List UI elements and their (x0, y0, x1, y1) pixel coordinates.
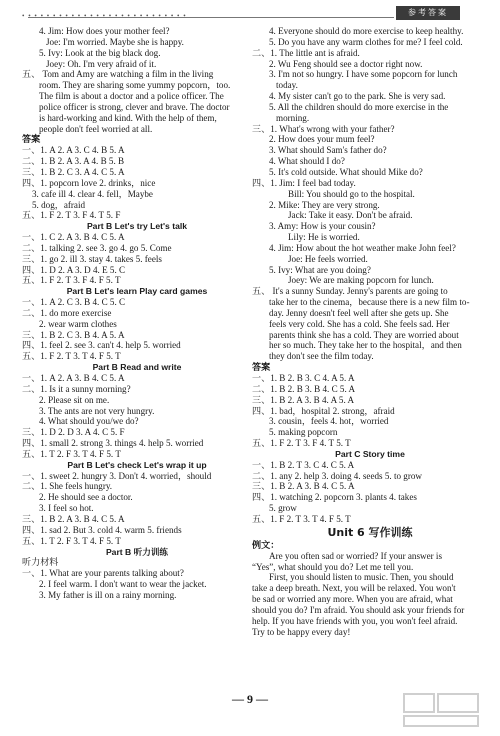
right-line: 4. Everyone should do more exercise to keep healthy. (269, 26, 464, 36)
right-line: 二、1. B 2. B 3. B 4. C 5. A (252, 383, 356, 394)
left-line: 三、1. B 2. A 3. B 4. C 5. A (22, 513, 125, 524)
right-line: today. (276, 80, 298, 91)
left-line: Joe: I'm worried. Maybe she is happy. (46, 36, 184, 47)
right-line: 4. What should I do? (269, 156, 345, 167)
left-line: 三、1. go 2. ill 3. stay 4. takes 5. feels (22, 253, 162, 264)
left-line: 四、1. small 2. strong 3. things 4. help 5. worried (22, 438, 204, 449)
left-line: 3. cafe ill 4. clear 4. fell，Maybe (32, 188, 153, 199)
right-line: take a deep breath. Next, you will be relaxed. You won't (252, 583, 456, 594)
right-line: 三、1. B 2. A 3. B 4. A 5. A (252, 394, 355, 405)
left-line: people don't feel worried at all. (39, 123, 153, 134)
left-line: Part B Let's check Let's wrap it up (67, 459, 207, 470)
right-line: feels very cold. She has a cold. She feels sad. Her (269, 318, 450, 329)
header-tag: 参考答案 (396, 6, 460, 20)
left-line: police officer is strong, clever and brave. The doctor (39, 101, 230, 112)
right-line: 5. Ivy: What are you doing? (269, 264, 371, 275)
left-line: 五、 Tom and Amy are watching a film in the living (22, 69, 214, 80)
right-line: they don't see the film today. (269, 351, 374, 362)
right-line: Are you often sad or worried? If your answer is (269, 550, 442, 561)
left-line: Part B Let's try Let's talk (86, 221, 188, 232)
right-line: 三、1. B 2. A 3. B 4. C 5. A (252, 481, 355, 492)
left-line: 三、1. D 2. D 3. A 4. C 5. F (22, 427, 125, 438)
right-line: 一、1. B 2. B 3. C 4. A 5. A (252, 373, 355, 383)
left-line: 三、1. B 2. C 3. A 4. C 5. A (22, 166, 125, 177)
right-line: 五、1. F 2. T 3. F 4. T 5. T (252, 438, 351, 449)
right-line: should you do? I'm afraid. You should ask your friends for (252, 604, 465, 615)
right-line: 二、1. any 2. help 3. doing 4. seeds 5. to grow (252, 470, 422, 481)
left-line: 听力材料 (22, 557, 59, 568)
right-line: 四、1. watching 2. popcorn 3. plants 4. takes (252, 492, 417, 503)
left-line: 3. The ants are not very hungry. (39, 405, 155, 416)
left-line: 5. dog，afraid (32, 199, 86, 210)
left-line: 一、1. sweet 2. hungry 3. Don't 4. worried，should (22, 470, 212, 481)
right-line: parents think she has a cold. They are worried about (269, 329, 459, 340)
right-line: help. If you have friends with you, you won't feel afraid. (252, 615, 458, 626)
right-line: 五、1. F 2. T 3. T 4. F 5. T (252, 513, 351, 524)
right-line: Unit 6 写作训练 (327, 525, 413, 539)
right-line: 5. making popcorn (269, 427, 338, 438)
right-column (252, 26, 488, 637)
right-line: 3. cousin，feels 4. hot，worried (269, 416, 389, 427)
right-line: 四、1. Jim: I feel bad today. (252, 177, 356, 188)
header-dots: • • • • • • • • • • • • • • • • • • • • • • • • • • • (22, 12, 187, 20)
left-line: 一、1. A 2. A 3. B 4. C 5. A (22, 373, 125, 383)
left-line: room. They are sharing some yummy popcorn，too. (39, 80, 231, 91)
left-line: 二、1. She feels hungry. (22, 481, 113, 492)
right-line: 3. I'm not so hungry. I have some popcorn for lunch (269, 69, 458, 80)
right-line: First, you should listen to music. Then, you should (269, 572, 454, 583)
left-line: 二、1. talking 2. see 3. go 4. go 5. Come (22, 242, 172, 253)
left-line: 3. My father is ill on a rainy morning. (39, 589, 177, 600)
right-line: 3. What should Sam's father do? (269, 145, 387, 156)
right-line: 5. It's cold outside. What should Mike do? (269, 166, 423, 177)
left-line: 一、1. What are your parents talking about? (22, 568, 184, 579)
left-line: The film is about a doctor and a police officer. The (39, 91, 224, 102)
left-line: 五、1. F 2. T 3. T 4. F 5. T (22, 351, 121, 362)
right-line: Part C Story time (335, 448, 405, 459)
right-line: 2. Mike: They are very strong. (269, 199, 380, 210)
right-line: take her to the cinema，because there is a new film to- (269, 297, 470, 308)
left-line: 2. wear warm clothes (39, 318, 117, 329)
watermark-logo (402, 690, 482, 730)
left-line: is hard-working and kind. With the help of them, (39, 112, 217, 123)
left-line: Part B Let's learn Play card games (66, 286, 208, 297)
right-line: morning. (276, 112, 310, 123)
left-line: 一、1. C 2. A 3. B 4. C 5. A (22, 232, 125, 243)
left-line: 二、1. Is it a sunny morning? (22, 383, 131, 394)
left-line: 2. He should see a doctor. (39, 492, 133, 503)
right-line: her so much. They take her to the hospital，and then (269, 340, 462, 351)
right-line: Joe: He feels worried. (288, 253, 368, 264)
right-line: 五、 It's a sunny Sunday. Jenny's parents are going to (252, 286, 448, 297)
left-line: 2. Please sit on me. (39, 394, 110, 405)
right-line: 5. All the children should do more exercise in the (269, 101, 449, 112)
right-line: 5. grow (269, 503, 297, 514)
left-line: 四、1. feel 2. see 3. can't 4. help 5. worried (22, 340, 181, 351)
left-line: Joey: Oh. I'm very afraid of it. (46, 58, 157, 69)
right-line: 4. Jim: How about the hot weather make John feel? (269, 242, 456, 253)
right-line: 3. Amy: How is your cousin? (269, 221, 376, 232)
left-line: 五、1. F 2. T 3. F 4. T 5. F (22, 210, 121, 221)
right-line: Lily: He is worried. (288, 232, 360, 243)
left-line: 二、1. do more exercise (22, 307, 112, 318)
right-line: 5. Do you have any warm clothes for me? I feel cold. (269, 36, 463, 47)
right-line: day. Jenny doesn't feel well after she gets up. She (269, 307, 449, 318)
left-column (22, 26, 252, 601)
right-line: 答案 (252, 362, 271, 373)
left-line: 4. Jim: How does your mother feel? (39, 26, 170, 36)
left-line: Part B 听力训练 (105, 546, 169, 557)
right-line: 例文： (252, 539, 280, 550)
left-line: 四、1. sad 2. But 3. cold 4. warm 5. friends (22, 524, 182, 535)
right-line: 4. My sister can't go to the park. She is very sad. (269, 91, 446, 102)
right-line: Jack: Take it easy. Don't be afraid. (288, 210, 413, 221)
left-line: 五、1. T 2. F 3. T 4. F 5. T (22, 448, 121, 459)
right-line: Joey: We are making popcorn for lunch. (288, 275, 434, 286)
right-line: 2. Wu Feng should see a doctor right now. (269, 58, 423, 69)
left-line: 二、1. B 2. A 3. A 4. B 5. B (22, 156, 125, 167)
right-line: 四、1. bad，hospital 2. strong，afraid (252, 405, 395, 416)
left-line: Part B Read and write (92, 362, 182, 373)
left-line: 2. I feel warm. I don't want to wear the jacket. (39, 579, 207, 590)
left-line: 四、1. popcorn love 2. drinks，nice (22, 177, 156, 188)
left-line: 4. What should you/we do? (39, 416, 139, 427)
left-line: 三、1. B 2. C 3. B 4. A 5. A (22, 329, 125, 340)
right-line: 三、1. What's wrong with your father? (252, 123, 395, 134)
left-line: 5. Ivy: Look at the big black dog. (39, 47, 161, 58)
page-number: — 9 — (232, 692, 268, 706)
left-line: 五、1. F 2. T 3. F 4. F 5. T (22, 275, 121, 286)
left-line: 四、1. D 2. A 3. D 4. E 5. C (22, 264, 126, 275)
left-line: 五、1. T 2. F 3. T 4. F 5. T (22, 535, 121, 546)
right-line: 2. How does your mum feel? (269, 134, 375, 145)
right-line: “Yes”, what should you do? Let me tell you. (252, 561, 414, 572)
page-header (22, 6, 460, 20)
left-line: 3. I feel so hot. (39, 503, 94, 514)
left-line: 答案 (22, 134, 41, 145)
header-rule (28, 17, 394, 18)
right-line: Bill: You should go to the hospital. (288, 188, 415, 199)
right-line: 二、1. The little ant is afraid. (252, 47, 360, 58)
right-line: 一、1. B 2. T 3. C 4. C 5. A (252, 459, 355, 470)
left-line: 一、1. A 2. C 3. B 4. C 5. C (22, 297, 126, 308)
right-line: be sad or worried any more. When you are afraid, what (252, 594, 453, 605)
left-line: 一、1. A 2. A 3. C 4. B 5. A (22, 145, 125, 156)
right-line: Try to be happy every day! (252, 626, 351, 637)
